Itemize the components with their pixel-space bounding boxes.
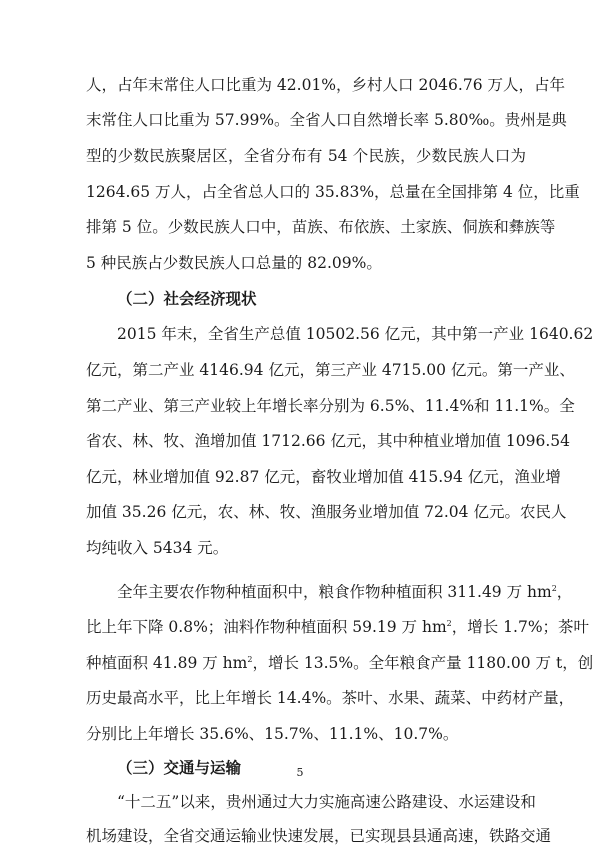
paragraph-line: 省农、林、牧、渔增加值 1712.66 亿元，其中种植业增加值 1096.54	[86, 432, 570, 450]
section-heading: （三）交通与运输	[117, 759, 242, 777]
paragraph-line: “十二五”以来，贵州通过大力实施高速公路建设、水运建设和	[117, 793, 536, 811]
paragraph-line: 1264.65 万人，占全省总人口的 35.83%，总量在全国排第 4 位，比重	[86, 183, 580, 201]
superscript: 2	[247, 655, 253, 664]
paragraph-line	[86, 617, 590, 637]
paragraph-line: 亿元，林业增加值 92.87 亿元，畜牧业增加值 415.94 亿元，渔业增	[86, 468, 561, 486]
paragraph-line: 排第 5 位。少数民族人口中，苗族、布依族、土家族、侗族和彝族等	[86, 218, 556, 236]
text-run: 种植面积 41.89 万 hm	[86, 654, 248, 672]
superscript: 2	[551, 584, 557, 593]
text-run: ，增长 13.5%。全年粮食产量 1180.00 万 t，创	[252, 654, 594, 672]
text-run: ，	[556, 583, 573, 601]
paragraph-line	[86, 653, 594, 673]
text-run: ，增长 1.7%；茶叶	[451, 618, 590, 636]
paragraph-line: 第二产业、第三产业较上年增长率分别为 6.5%、11.4%和 11.1%。全	[86, 397, 575, 415]
paragraph-line: 2015 年末，全省生产总值 10502.56 亿元，其中第一产业 1640.62	[117, 325, 594, 343]
paragraph-line: 5 种民族占少数民族人口总量的 82.09%。	[86, 254, 382, 272]
paragraph-line: 型的少数民族聚居区，全省分布有 54 个民族，少数民族人口为	[86, 147, 526, 165]
paragraph-line: 人，占年末常住人口比重为 42.01%，乡村人口 2046.76 万人，占年	[86, 76, 565, 94]
paragraph-line: 分别比上年增长 35.6%、15.7%、11.1%、10.7%。	[86, 725, 459, 743]
superscript: 2	[446, 619, 452, 628]
paragraph-line: 历史最高水平，比上年增长 14.4%。茶叶、水果、蔬菜、中药材产量，	[86, 689, 575, 707]
paragraph-line: 亿元，第二产业 4146.94 亿元，第三产业 4715.00 亿元。第一产业、	[86, 361, 575, 379]
text-run: 全年主要农作物种植面积中，粮食作物种植面积 311.49 万 hm	[117, 583, 552, 601]
paragraph-line	[117, 582, 573, 602]
paragraph-line: 均纯收入 5434 元。	[86, 539, 229, 557]
paragraph-line: 机场建设，全省交通运输业快速发展，已实现县县通高速，铁路交通	[86, 827, 552, 845]
page-number: 5	[296, 766, 304, 779]
paragraph-line: 加值 35.26 亿元，农、林、牧、渔服务业增加值 72.04 亿元。农民人	[86, 503, 567, 521]
section-heading: （二）社会经济现状	[117, 290, 257, 308]
text-run: 比上年下降 0.8%；油料作物种植面积 59.19 万 hm	[86, 618, 447, 636]
paragraph-line: 末常住人口比重为 57.99%。全省人口自然增长率 5.80‰。贵州是典	[86, 111, 567, 129]
